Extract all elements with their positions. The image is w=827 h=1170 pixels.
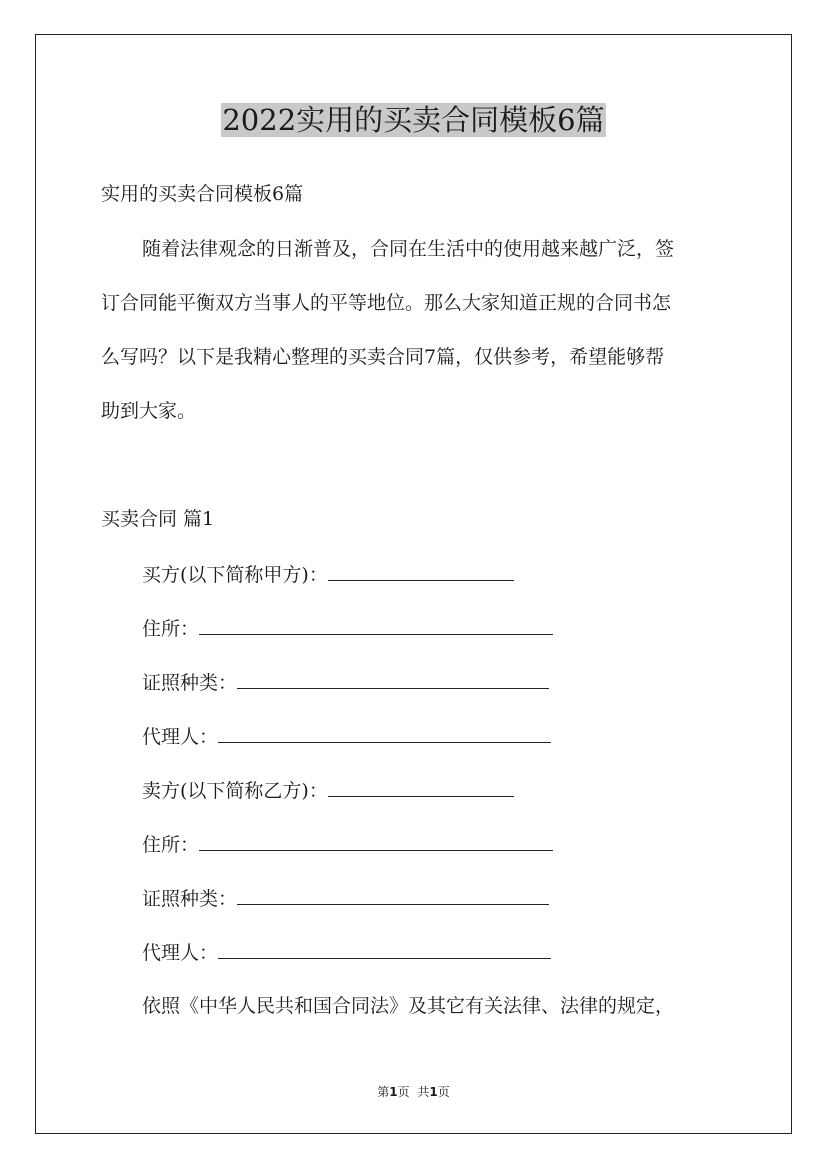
seller-id-type-field <box>142 886 549 911</box>
seller-id-type-label: 证照种类： <box>142 888 238 910</box>
buyer-label: 买方(以下简称甲方)： <box>142 564 328 586</box>
buyer-address-blank <box>199 616 553 635</box>
closing-line: 依照《中华人民共和国合同法》及其它有关法律、法律的规定， <box>142 995 675 1017</box>
buyer-id-type-label: 证照种类： <box>142 672 238 694</box>
footer-total-number: 1 <box>429 1085 438 1099</box>
footer-total-prefix: 共 <box>417 1085 430 1099</box>
buyer-id-type-blank <box>237 670 549 689</box>
seller-address-blank <box>199 832 553 851</box>
seller-blank <box>328 778 514 797</box>
footer-page-number: 1 <box>389 1085 398 1099</box>
document-title-text: 2022实用的买卖合同模板6篇 <box>222 103 605 137</box>
document-title <box>0 100 827 140</box>
buyer-agent-field <box>142 724 551 749</box>
buyer-agent-blank <box>218 724 551 743</box>
page-footer <box>0 1084 827 1100</box>
intro-line-4: 助到大家。 <box>101 400 197 422</box>
seller-address-label: 住所： <box>142 834 200 856</box>
seller-field <box>142 778 514 803</box>
footer-total-suffix: 页 <box>437 1085 450 1099</box>
buyer-address-label: 住所： <box>142 618 200 640</box>
section-heading: 买卖合同 篇1 <box>101 508 215 530</box>
buyer-agent-label: 代理人： <box>142 726 219 748</box>
footer-page-prefix: 第 <box>377 1085 390 1099</box>
document-subtitle: 实用的买卖合同模板6篇 <box>101 183 304 205</box>
buyer-blank <box>328 562 514 581</box>
intro-line-1: 随着法律观念的日渐普及，合同在生活中的使用越来越广泛，签 <box>142 238 675 260</box>
intro-line-3: 么写吗？以下是我精心整理的买卖合同7篇，仅供参考，希望能够帮 <box>101 346 665 368</box>
buyer-id-type-field <box>142 670 549 695</box>
seller-id-type-blank <box>237 886 549 905</box>
seller-agent-label: 代理人： <box>142 942 219 964</box>
footer-page-mid: 页 <box>397 1085 410 1099</box>
seller-agent-field <box>142 940 551 965</box>
intro-line-2: 订合同能平衡双方当事人的平等地位。那么大家知道正规的合同书怎 <box>101 292 672 314</box>
buyer-field <box>142 562 514 587</box>
buyer-address-field <box>142 616 553 641</box>
seller-address-field <box>142 832 553 857</box>
seller-agent-blank <box>218 940 551 959</box>
seller-label: 卖方(以下简称乙方)： <box>142 780 328 802</box>
